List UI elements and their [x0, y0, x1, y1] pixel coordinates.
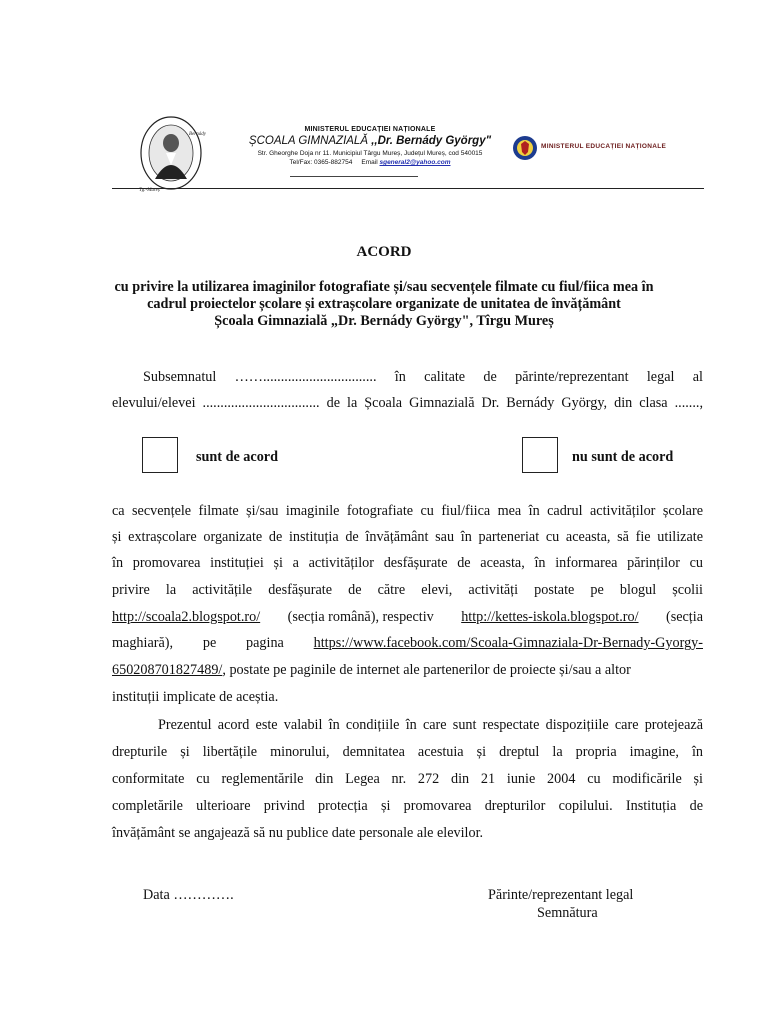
school-seal-logo [133, 113, 221, 193]
ministry-line: MINISTERUL EDUCAȚIEI NAȚIONALE [304, 126, 436, 133]
body1-line-2: și extrașcolare organizate de instituția de învățământ sau în parteneriat cu aceasta, să fie utilizate [112, 529, 703, 545]
agree-checkbox[interactable] [142, 437, 178, 473]
facebook-link-part2[interactable]: 650208701827489/ [112, 662, 223, 678]
body1-line-6: maghiară), pe pagina https://www.facebook.com/Scoala-Gimnaziala-Dr-Bernady-Gyorgy- [112, 630, 703, 656]
svg-text:Tg.-Mureș: Tg.-Mureș [139, 188, 160, 193]
disagree-checkbox[interactable] [522, 437, 558, 473]
body1-line-1: ca secvențele filmate și/sau imaginile fotografiate cu fiul/fiica mea în cadrul activităților școlare [112, 503, 703, 519]
body2-line-1: Prezentul acord este valabil în condițiile în care sunt respectate dispozițiile care protejează [158, 717, 703, 733]
body2-line-4: completările ulterioare privind protecția și promovarea drepturilor copilului. Instituția de [112, 798, 703, 814]
body2-line-5: învățământ se angajează să nu publice date personale ale elevilor. [112, 825, 484, 841]
signature-label: Semnătura [537, 905, 598, 921]
disagree-label: nu sunt de acord [572, 449, 674, 465]
school-name: ȘCOALA GIMNAZIALĂ ,,Dr. Bernády György" [248, 135, 492, 147]
body1-line-3: în promovarea instituției și a activităților desfășurate de aceasta, în informarea părinților cu [112, 555, 703, 571]
school-email-link[interactable]: sgeneral2@yahoo.com [379, 159, 451, 166]
school-header [225, 126, 515, 166]
document-title: ACORD [356, 244, 412, 260]
svg-text:Bernády: Bernády [189, 132, 206, 137]
school-contact: Tel/Fax: 0365-882754 Email sgeneral2@yahoo.com [289, 159, 451, 166]
intro-line-1: Subsemnatul ……................................ în calitate de părinte/reprezentant legal al [143, 369, 703, 385]
header-divider [112, 188, 704, 189]
school-address: Str. Gheorghe Doja nr 11. Municipiul Târgu Mureș, Județul Mureș, cod 540015 [257, 150, 483, 157]
parent-label: Părinte/reprezentant legal [488, 887, 634, 903]
date-field: Data …………. [143, 887, 234, 903]
body1-line-7: 650208701827489/, postate pe paginile de internet ale partenerilor de proiecte și/sau a altor [112, 662, 631, 678]
government-emblem-icon [512, 135, 538, 161]
body1-line-4: privire la activitățile desfășurate de către elevi, activități postate pe blogul școlii [112, 582, 703, 598]
body1-line-8: instituții implicate de aceștia. [112, 689, 279, 705]
government-logo-text: MINISTERUL EDUCAȚIEI NAȚIONALE [541, 143, 667, 150]
body2-line-2: drepturile și libertățile minorului, demnitatea acestuia și dreptul la propria imagine, în [112, 744, 703, 760]
blog-ro-link[interactable]: http://scoala2.blogspot.ro/ [112, 609, 261, 625]
intro-line-2: elevului/elevei ................................. de la Școala Gimnazială Dr. Bernády György, din clasa ......., [112, 395, 703, 411]
agree-label: sunt de acord [196, 449, 278, 465]
facebook-link-part1[interactable]: https://www.facebook.com/Scoala-Gimnaziala-Dr-Bernady-Gyorgy- [313, 635, 703, 651]
body2-line-3: conformitate cu reglementările din Legea nr. 272 din 21 iunie 2004 cu modificările și [112, 771, 703, 787]
blog-hu-link[interactable]: http://kettes-iskola.blogspot.ro/ [461, 609, 639, 625]
body1-line-5: http://scoala2.blogspot.ro/ (secția română), respectiv http://kettes-iskola.blogspot.ro/ (secția [112, 604, 703, 630]
header-underline [290, 176, 418, 177]
document-subtitle: cu privire la utilizarea imaginilor fotografiate și/sau secvențele filmate cu fiul/fiica mea în cadrul proiectelor școlare și extrașcolare organizate de unitatea de învățământ Școala Gimnazială „Dr. Bernády György", Tîrgu Mureș [114, 279, 654, 329]
